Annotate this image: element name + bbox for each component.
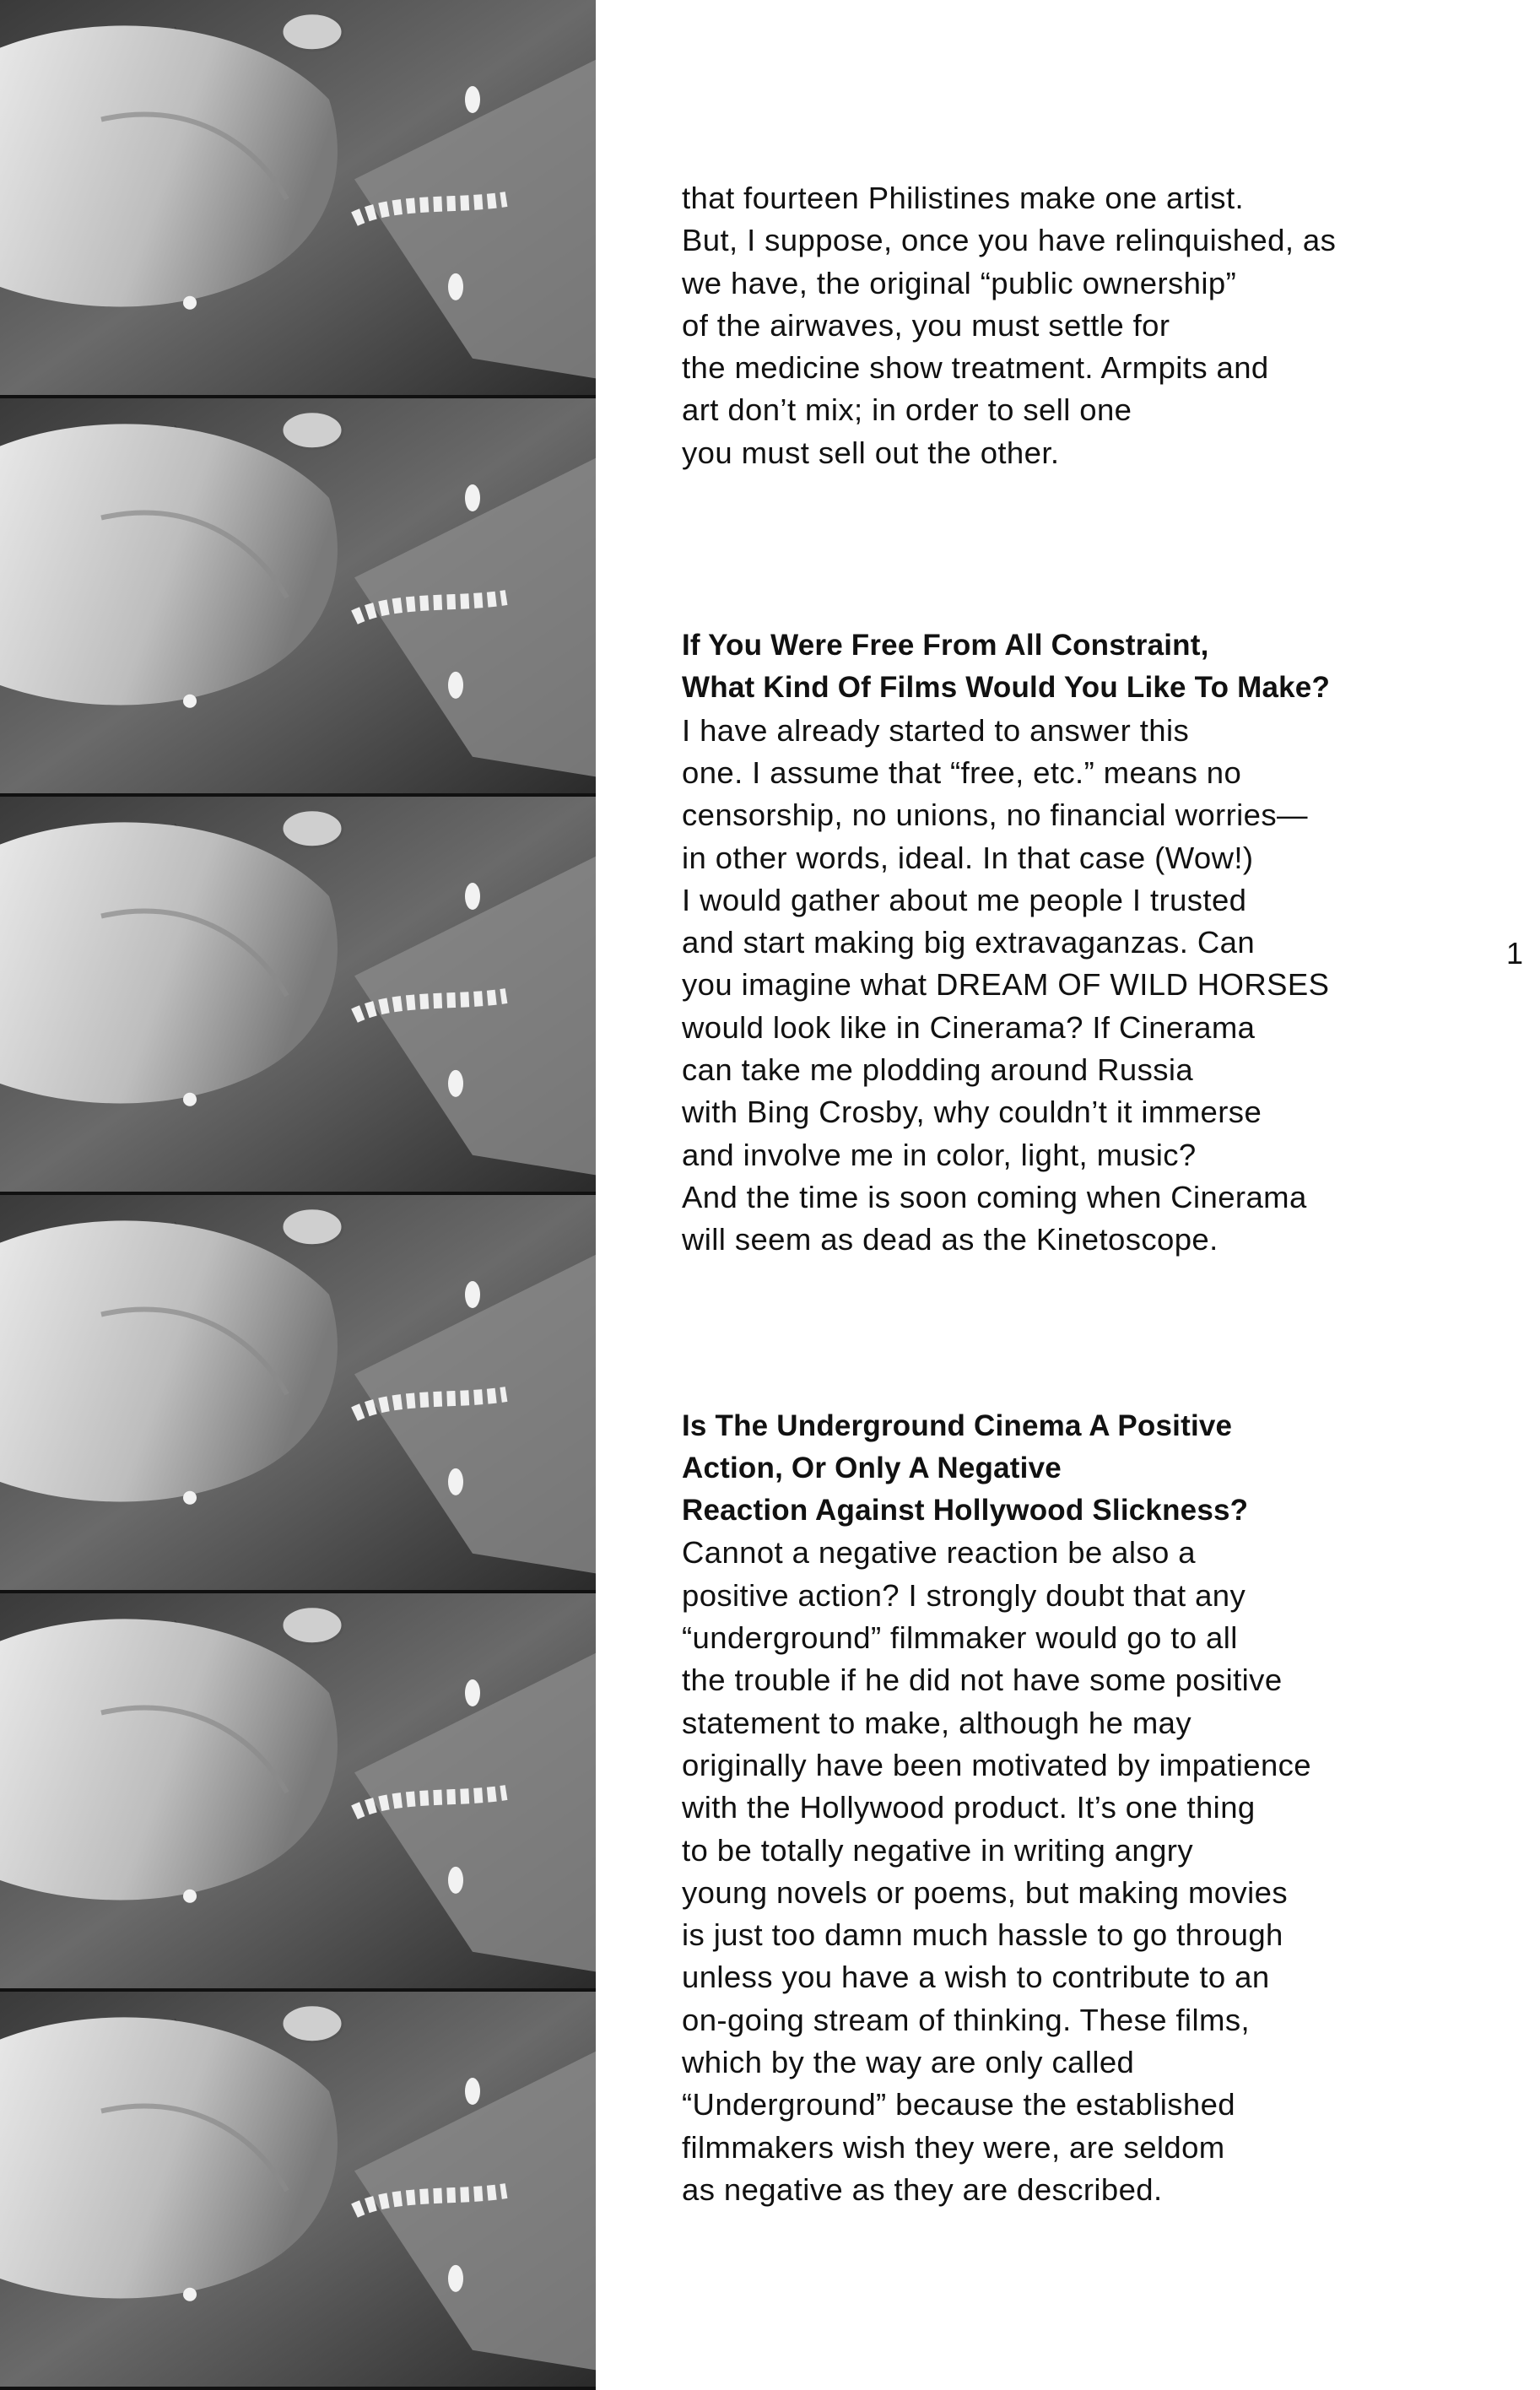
paragraph-underground-answer: Cannot a negative reaction be also a positive action? I strongly doubt that any “underground” filmmaker would go to all the trouble if he did not have some positive statement to make, although he may originally have been motivated by impatience with the Hollywood product. It’s one thing to be totally negative in writing angry young novels or poems, but making movies is just too damn much hassle to go through unless you have a wish to contribute to an on-going stream of thinking. These films, which by the way are only called “Underground” because the established filmmakers wish they were, are seldom as negative as they are described.	[682, 1535, 1311, 2207]
film-frame	[0, 0, 596, 398]
article-text-column	[682, 177, 1441, 2211]
film-frame	[0, 398, 596, 797]
question-heading-underground: Is The Underground Cinema A Positive Action, Or Only A Negative Reaction Against Hollywood Slickness?	[682, 1409, 1249, 1528]
film-frame	[0, 1195, 596, 1593]
filmstrip-frames	[0, 0, 596, 2390]
paragraph-constraint-answer: I have already started to answer this one. I assume that “free, etc.” means no censorship, no unions, no financial worries— in other words, ideal. In that case (Wow!) I would gather about me people I trusted and start making big extravaganzas. Can you imagine what DREAM OF WILD HORSES would look like in Cinerama? If Cinerama can take me plodding around Russia with Bing Crosby, why couldn’t it immerse and involve me in color, light, music? And the time is soon coming when Cinerama will seem as dead as the Kinetoscope.	[682, 712, 1330, 1257]
page-number: 1	[1506, 937, 1524, 971]
film-frame	[0, 1992, 596, 2390]
question-heading-constraint: If You Were Free From All Constraint, What Kind Of Films Would You Like To Make?	[682, 629, 1331, 705]
film-frame	[0, 1593, 596, 1992]
paragraph-intro: that fourteen Philistines make one artist. But, I suppose, once you have relinquished, as we have, the original “public ownership” of the airwaves, you must settle for the medicine show treatment. Armpits and art don’t mix; in order to sell one you must sell out the other.	[682, 181, 1337, 470]
film-frame	[0, 797, 596, 1195]
filmstrip-image	[0, 0, 596, 2390]
